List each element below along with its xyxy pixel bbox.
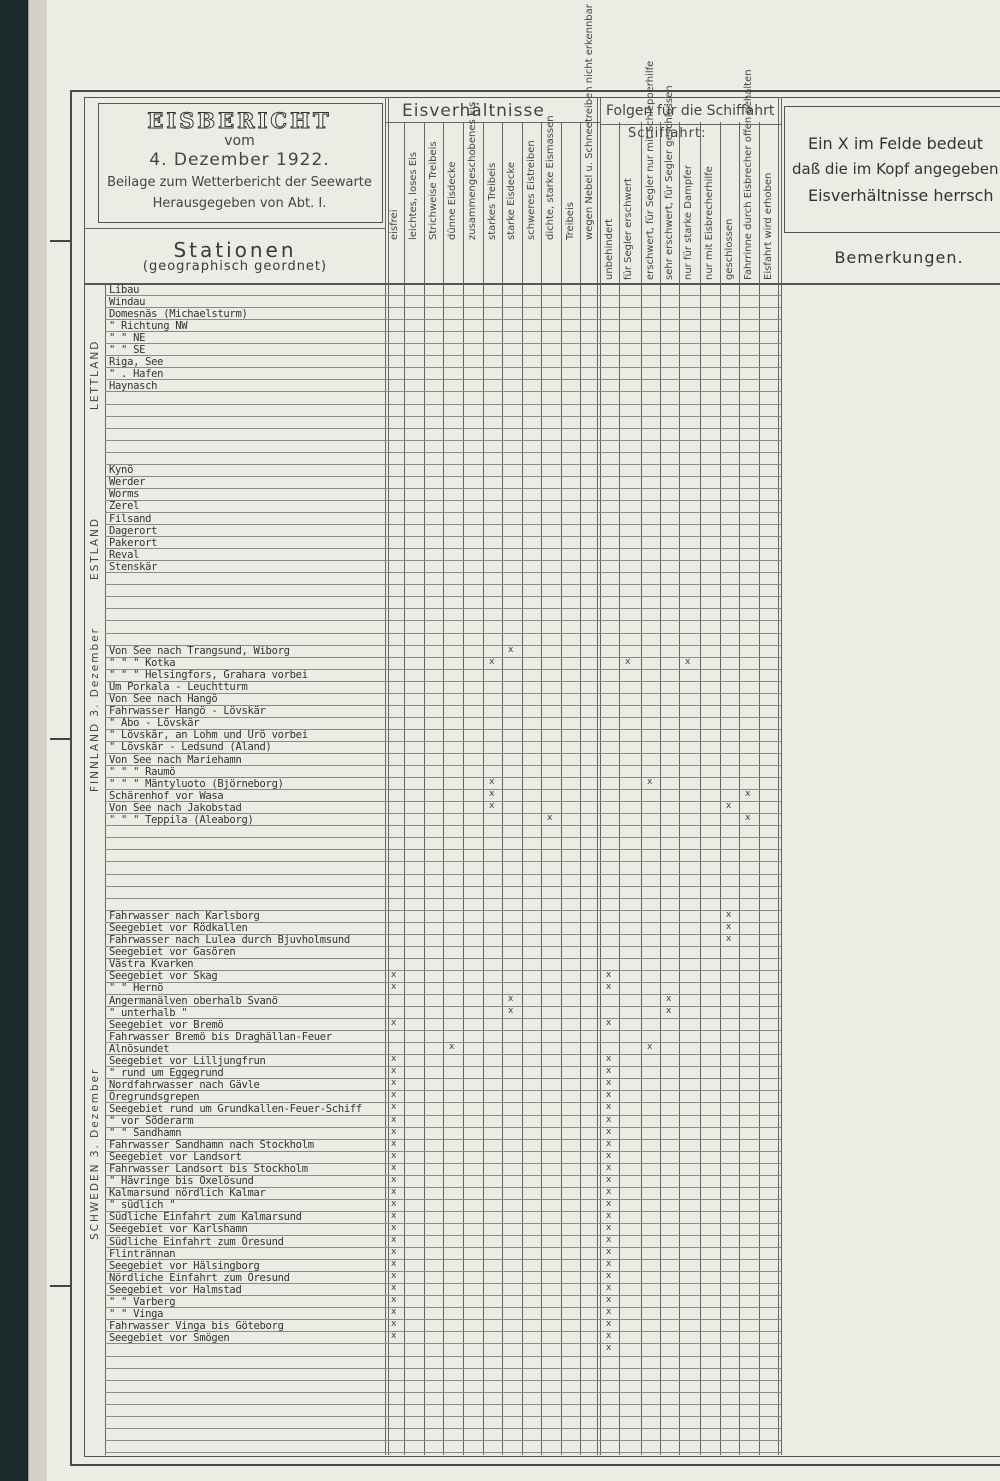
station-name: " rund um Eggegrund [109, 1066, 224, 1079]
ice-mark: x [391, 1210, 397, 1221]
station-name: Kalmarsund nördlich Kalmar [109, 1187, 266, 1200]
ice-mark: x [391, 1126, 397, 1137]
row-line [105, 379, 781, 380]
ice-mark: x [391, 1162, 397, 1173]
ice-mark: x [606, 1247, 612, 1257]
ice-mark: x [606, 1174, 612, 1185]
row-line [105, 440, 781, 441]
country-label-schweden: SCHWEDEN 3. Dezember [89, 1067, 101, 1240]
column-label-ice_columns-6: starke Eisdecke [506, 161, 517, 240]
station-name: Västra Kvarken [109, 958, 194, 971]
station-name: " " SE [109, 343, 146, 356]
ice-mark: x [606, 1078, 612, 1089]
ice-mark: x [745, 789, 751, 800]
column-label-ice_columns-5: starkes Treibeis [487, 162, 498, 240]
row-line [105, 1416, 781, 1417]
column-line [600, 97, 601, 122]
ice-mark: x [606, 1114, 612, 1125]
ice-mark: x [391, 1018, 397, 1029]
column-label-ice_columns-0: eisfrei [389, 209, 400, 240]
row-line [105, 633, 781, 634]
station-name: " vor Söderarm [109, 1115, 194, 1127]
station-name: Windau [109, 295, 146, 308]
station-name: " " Sandhamn [109, 1127, 182, 1139]
ice-mark: x [726, 801, 732, 812]
station-name: Um Porkala - Leuchtturm [109, 681, 248, 694]
shipping-subheading: Schiffahrt: [628, 126, 707, 141]
ice-mark: x [606, 1102, 612, 1113]
ice-mark: x [606, 1319, 612, 1330]
row-line [105, 464, 781, 465]
station-name: " " Hernö [109, 982, 164, 995]
station-name: " unterhalb " [109, 1006, 188, 1019]
ice-mark: x [606, 1343, 612, 1354]
station-name: Riga, See [109, 355, 164, 368]
row-line [105, 1368, 781, 1369]
supplement-line: Beilage zum Wetterbericht der Seewarte [107, 175, 372, 190]
ice-mark: x [606, 1222, 612, 1233]
country-label-lettland: LETTLAND [89, 339, 101, 410]
row-line [105, 524, 781, 525]
ice-mark: x [606, 1271, 612, 1282]
column-label-ice_columns-7: schweres Eistreiben [526, 140, 537, 240]
legend-line-3: Eisverhältnisse herrsch [808, 186, 994, 205]
ice-mark: x [391, 1271, 397, 1282]
ice-mark: x [391, 1198, 397, 1209]
column-label-ship_columns-4: nur für starke Dampfer [683, 165, 694, 280]
group-divider [385, 122, 600, 123]
station-name: " Lövskär, an Lohm und Urö vorbei [109, 729, 308, 742]
row-line [105, 572, 781, 573]
station-name: Von See nach Mariehamn [109, 753, 242, 766]
row-line [105, 560, 781, 561]
binding-notch [50, 240, 72, 242]
stations-heading: Stationen [173, 238, 297, 262]
row-line [105, 295, 781, 296]
station-name: Seegebiet vor Karlshamn [109, 1223, 248, 1236]
ice-mark: x [606, 1162, 612, 1173]
station-name: Seegebiet vor Gasören [109, 946, 236, 959]
station-name: Stenskär [109, 560, 158, 573]
station-name: Reval [109, 548, 140, 561]
row-line [105, 584, 781, 585]
column-label-ship_columns-7: Fahrrinne durch Eisbrecher offen gehalten [743, 69, 754, 280]
station-name: Fahrwasser nach Lulea durch Bjuvholmsund [109, 934, 350, 947]
station-name: Flintrännan [109, 1247, 176, 1260]
ice-mark: x [666, 1006, 672, 1016]
ice-mark: x [606, 1307, 612, 1318]
station-name: Seegebiet vor Hälsingborg [109, 1259, 260, 1272]
ice-mark: x [489, 801, 495, 812]
ice-mark: x [391, 1174, 397, 1185]
country-column-line [105, 283, 106, 1455]
station-name: " " Varberg [109, 1295, 176, 1308]
row-line [105, 367, 781, 368]
station-name: Seegebiet vor Skag [109, 970, 218, 983]
column-label-ice_columns-10: wegen Nebel u. Schneetreiben nicht erkennbar [584, 4, 595, 240]
row-line [105, 1404, 781, 1405]
station-name: " " " Helsingfors, Grahara vorbei [109, 669, 308, 682]
legend-line-1: Ein X im Felde bedeut [808, 134, 984, 153]
ice-mark: x [606, 969, 612, 980]
country-label-estland: ESTLAND [89, 517, 101, 580]
station-name: Fahrwasser Hangö - Lövskär [109, 705, 266, 718]
ice-mark: x [666, 994, 672, 1004]
row-line [105, 331, 781, 332]
row-line [105, 536, 781, 537]
column-label-ship_columns-2: erschwert, für Segler nur mit Schlepperhilfe [645, 60, 656, 280]
ice-mark: x [391, 1259, 397, 1270]
ice-mark: x [606, 1066, 612, 1077]
ice-mark: x [606, 1283, 612, 1294]
station-name: " Abo - Lövskär [109, 717, 200, 730]
station-name: " Hävringe bis Oxelösund [109, 1175, 254, 1188]
ice-mark: x [606, 1138, 612, 1149]
station-name: Von See nach Jakobstad [109, 801, 242, 814]
station-name: " " " Teppila (Aleaborg) [109, 813, 254, 826]
station-name: Von See nach Hangö [109, 693, 218, 706]
station-name: Libau [109, 283, 140, 296]
row-line [105, 874, 781, 875]
row-line [105, 886, 781, 887]
ice-mark: x [489, 789, 495, 800]
ice-mark: x [391, 1222, 397, 1233]
station-name: " " " Kotka [109, 657, 176, 669]
station-name: Fahrwasser Sandhamn nach Stockholm [109, 1139, 314, 1152]
station-name: Werder [109, 476, 146, 489]
station-name: " Richtung NW [109, 319, 188, 332]
ice-mark: x [391, 1078, 397, 1089]
ice-mark: x [489, 777, 495, 787]
column-line-double [597, 97, 598, 1455]
ice-mark: x [726, 909, 732, 920]
station-name: Dagerort [109, 524, 158, 537]
shipping-consequences-heading: Folgen für die Schiffahrt [606, 103, 775, 119]
column-label-ship_columns-0: unbehindert [604, 218, 615, 280]
column-label-ice_columns-8: dichte, starke Eismassen [545, 115, 556, 240]
row-line [105, 1440, 781, 1441]
station-name: Seegebiet vor Rödkallen [109, 922, 248, 935]
ice-mark: x [606, 981, 612, 992]
country-label-finnland: FINNLAND 3. Dezember [89, 627, 101, 792]
row-line [105, 512, 781, 513]
station-name: Seegebiet vor Bremö [109, 1018, 224, 1031]
ice-mark: x [391, 1283, 397, 1294]
report-date: 4. Dezember 1922. [149, 150, 330, 170]
ice-mark: x [606, 1054, 612, 1065]
ice-mark: x [391, 1102, 397, 1113]
binding-notch [50, 738, 72, 740]
stations-subheading: (geographisch geordnet) [142, 259, 328, 274]
station-name: Fahrwasser Vinga bis Göteborg [109, 1319, 284, 1332]
row-line [105, 1452, 781, 1453]
column-line-double [388, 97, 389, 1455]
station-name: Alnösundet [109, 1042, 170, 1055]
ice-mark: x [508, 1006, 514, 1016]
ice-mark: x [625, 656, 631, 667]
ice-mark: x [685, 656, 691, 667]
row-line [105, 391, 781, 392]
station-name: " " " Mäntyluoto (Björneborg) [109, 777, 284, 790]
ice-mark: x [391, 1319, 397, 1330]
station-name: Pakerort [109, 536, 158, 549]
row-line [105, 548, 781, 549]
ice-mark: x [606, 1126, 612, 1137]
station-name: Seegebiet rund um Grundkallen-Feuer-Schiff [109, 1102, 362, 1115]
ice-mark: x [745, 813, 751, 824]
station-name: " " NE [109, 331, 146, 344]
ice-mark: x [606, 1018, 612, 1029]
ice-mark: x [391, 1054, 397, 1065]
row-line [105, 1392, 781, 1393]
station-name: Fahrwasser nach Karlsborg [109, 910, 260, 923]
station-name: Südliche Einfahrt zum Öresund [109, 1235, 284, 1248]
ice-mark: x [489, 656, 495, 667]
station-name: Filsand [109, 512, 152, 525]
row-line [105, 416, 781, 417]
binding-spine [0, 0, 28, 1481]
row-line [105, 608, 781, 609]
ice-mark: x [508, 994, 514, 1004]
row-line [105, 343, 781, 344]
station-name: Fahrwasser Landsort bis Stockholm [109, 1163, 308, 1176]
column-label-ship_columns-6: geschlossen [724, 218, 735, 280]
station-name: " " " Raumö [109, 765, 176, 778]
station-name: Kynö [109, 464, 134, 477]
row-line [105, 476, 781, 477]
ice-mark: x [606, 1295, 612, 1306]
header-divider [84, 228, 386, 229]
ice-mark: x [647, 1042, 653, 1053]
row-line [105, 1428, 781, 1429]
row-line [105, 596, 781, 597]
vom-label: vom [224, 133, 255, 149]
station-name: Seegebiet vor Landsort [109, 1151, 242, 1164]
row-line [105, 404, 781, 405]
row-line [105, 488, 781, 489]
station-name: Haynasch [109, 379, 158, 392]
station-name: " Lövskär - Ledsund (Aland) [109, 741, 272, 754]
ice-mark: x [391, 1150, 397, 1161]
row-line [105, 1380, 781, 1381]
legend-line-2: daß die im Kopf angegeben [792, 160, 999, 178]
station-name: Domesnäs (Michaelsturm) [109, 307, 248, 320]
ice-mark: x [391, 1295, 397, 1306]
station-name: Seegebiet vor Smögen [109, 1331, 230, 1344]
ice-mark: x [391, 1235, 397, 1245]
ice-mark: x [606, 1150, 612, 1161]
row-line [105, 898, 781, 899]
column-label-ice_columns-4: zusammengeschobenes Eis [467, 101, 478, 240]
row-line [105, 861, 781, 862]
ice-mark: x [726, 921, 732, 932]
row-line [105, 355, 781, 356]
station-name: " " Vinga [109, 1307, 164, 1320]
column-line [781, 97, 782, 1455]
ice-mark: x [391, 1138, 397, 1149]
station-name: Südliche Einfahrt zum Kalmarsund [109, 1211, 302, 1224]
ice-mark: x [606, 1331, 612, 1342]
binding-edge [28, 0, 47, 1481]
station-name: Öregrundsgrepen [109, 1090, 200, 1103]
column-label-ice_columns-2: Strichweise Treibeis [428, 141, 439, 240]
ice-mark: x [391, 1247, 397, 1257]
column-label-ice_columns-3: dünne Eisdecke [447, 161, 458, 240]
station-name: Nordfahrwasser nach Gävle [109, 1078, 260, 1091]
header-bottom-line [84, 283, 1000, 285]
row-line [105, 1356, 781, 1357]
ice-mark: x [391, 981, 397, 992]
ice-mark: x [391, 1331, 397, 1342]
ice-mark: x [449, 1042, 455, 1053]
ice-mark: x [606, 1259, 612, 1270]
publisher-line: Herausgegeben von Abt. I. [152, 196, 327, 211]
ice-mark: x [391, 1186, 397, 1197]
station-name: Seegebiet vor Halmstad [109, 1283, 242, 1296]
column-line [385, 97, 386, 1455]
ice-mark: x [606, 1186, 612, 1197]
row-line [105, 1127, 781, 1128]
station-name: Worms [109, 488, 140, 501]
row-line [105, 620, 781, 621]
ice-mark: x [391, 969, 397, 980]
row-line [105, 849, 781, 850]
column-label-ship_columns-3: sehr erschwert, für Segler geschlossen [664, 85, 675, 280]
ice-mark: x [606, 1210, 612, 1221]
station-name: Zerel [109, 500, 140, 513]
ice-mark: x [606, 1198, 612, 1209]
column-label-ice_columns-9: Treibeis [565, 202, 576, 240]
station-name: " südlich " [109, 1199, 176, 1212]
column-label-ship_columns-8: Eisfahrt wird erhoben [763, 172, 774, 280]
ice-mark: x [391, 1307, 397, 1318]
binding-notch [50, 1285, 72, 1287]
ice-mark: x [606, 1235, 612, 1245]
column-label-ship_columns-1: für Segler erschwert [623, 178, 634, 280]
row-line [105, 1307, 781, 1308]
ice-mark: x [726, 933, 732, 944]
ice-mark: x [391, 1114, 397, 1125]
ice-mark: x [391, 1090, 397, 1101]
ice-conditions-heading: Eisverhältnisse [402, 101, 545, 121]
ice-mark: x [606, 1090, 612, 1101]
row-line [105, 837, 781, 838]
station-name: Von See nach Trangsund, Wiborg [109, 645, 290, 657]
station-name: Schärenhof vor Wasa [109, 789, 224, 802]
row-line [105, 428, 781, 429]
station-name: Fahrwasser Bremö bis Draghällan-Feuer [109, 1030, 332, 1043]
report-title: EISBERICHT [147, 108, 332, 133]
station-name: " . Hafen [109, 367, 164, 380]
ice-mark: x [647, 777, 653, 787]
ice-mark: x [391, 1066, 397, 1077]
column-line-double [778, 97, 779, 1455]
column-label-ice_columns-1: leichtes, loses Eis [408, 151, 419, 240]
remarks-heading: Bemerkungen. [834, 248, 964, 267]
row-line [105, 500, 781, 501]
row-line [105, 452, 781, 453]
ice-mark: x [508, 644, 514, 655]
ice-mark: x [547, 813, 553, 824]
station-name: Angermanälven oberhalb Svanö [109, 994, 278, 1007]
column-label-ship_columns-5: nur mit Eisbrecherhilfe [704, 166, 715, 280]
station-name: Nördliche Einfahrt zum Öresund [109, 1271, 290, 1284]
station-name: Seegebiet vor Lilljungfrun [109, 1054, 266, 1067]
